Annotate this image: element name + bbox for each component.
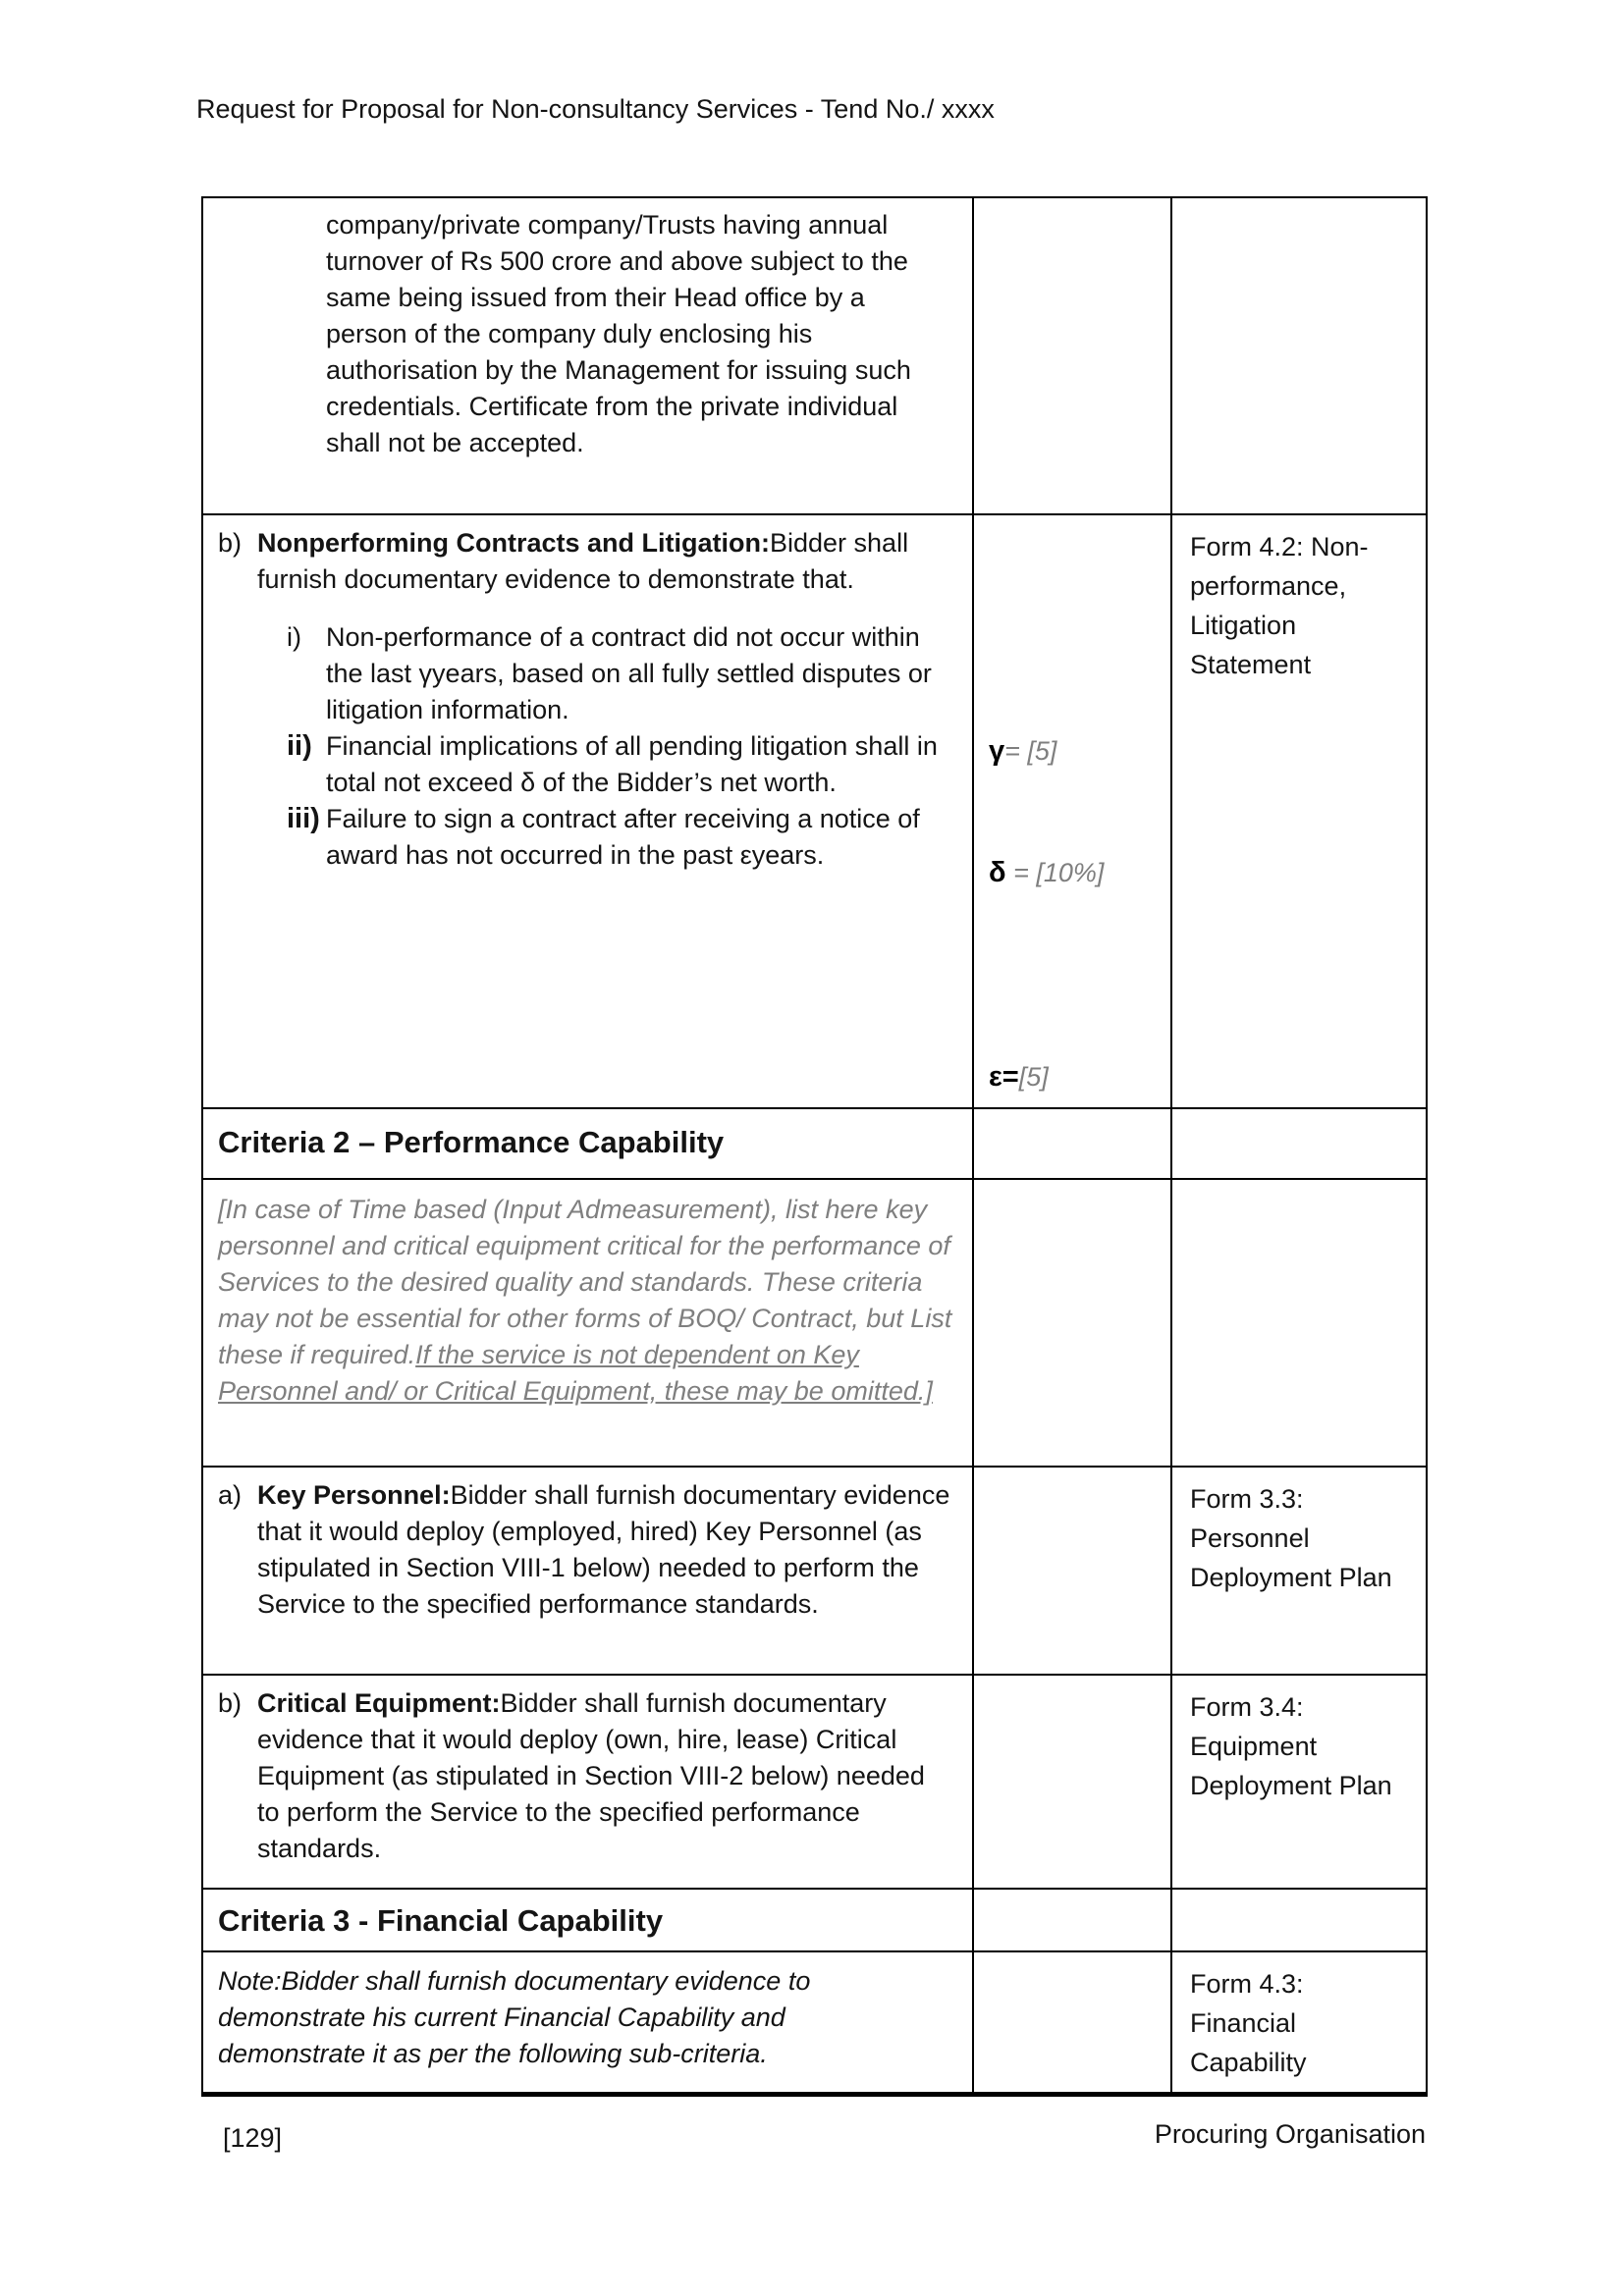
continuation-text: company/private company/Trusts having annual turnover of Rs 500 crore and above subject to the same being issued from their Head office by a person of the company duly enclosing his authorisation by the Management for issuing such credentials. Certificate from the private individual shall not be accepted. xyxy=(326,210,911,457)
list-marker-b: b) xyxy=(218,528,243,558)
param-symbol: ε= xyxy=(989,1061,1019,1093)
cell-parameters xyxy=(973,514,1171,1108)
param-gamma xyxy=(989,733,1056,770)
criterion-text: Bidder shall furnish documentary evidence that it would deploy (own, hire, lease) Critical Equipment (as stipulated in Section VIII-2 below) needed to perform the Service to the specified performance standards. xyxy=(257,1688,925,1863)
note-label: Note: xyxy=(218,1966,282,1996)
table-row xyxy=(202,1951,1427,2094)
item-number-i: i) xyxy=(287,622,301,652)
item-number-ii: ii) xyxy=(287,730,312,762)
criterion-title: Critical Equipment: xyxy=(257,1688,501,1718)
form-line: Equipment xyxy=(1190,1732,1318,1761)
param-symbol: δ xyxy=(989,857,1006,888)
table-row xyxy=(202,514,1427,1108)
cell-empty-param xyxy=(973,1889,1171,1951)
cell-empty-form xyxy=(1171,1179,1427,1467)
cell-empty-form xyxy=(1171,1889,1427,1951)
cell-key-personnel xyxy=(202,1467,973,1675)
param-delta xyxy=(989,855,1104,891)
item-number-iii: iii) xyxy=(287,803,320,834)
editor-note-plain: [In case of Time based (Input Admeasurement), list here key personnel and critical equipment critical for the performance of Services to the desired quality and standards. These criteria may not be essential for other forms of BOQ/ Contract, but List these if required. xyxy=(218,1195,952,1369)
list-item xyxy=(287,619,943,728)
roman-list xyxy=(203,598,972,874)
cell-empty-param xyxy=(973,1951,1171,2094)
param-value: = [10%] xyxy=(1005,858,1105,887)
cell-editor-note xyxy=(202,1179,973,1467)
criterion-title: Key Personnel: xyxy=(257,1480,451,1510)
critical-equipment-paragraph xyxy=(203,1676,972,1867)
eligibility-criteria-table xyxy=(201,196,1428,2097)
list-marker-a: a) xyxy=(218,1480,243,1510)
item-text: Financial implications of all pending litigation shall in total not exceed δ of the Bidder’s net worth. xyxy=(326,731,938,797)
cell-critical-equipment xyxy=(202,1675,973,1889)
criteria-2-title: Criteria 2 – Performance Capability xyxy=(218,1125,725,1159)
cell-criteria-3-heading xyxy=(202,1889,973,1951)
form-line: Form 3.3: xyxy=(1190,1484,1304,1514)
cell-empty-form xyxy=(1171,197,1427,514)
form-line: Form 3.4: xyxy=(1190,1692,1304,1722)
form-line: Form 4.3: xyxy=(1190,1969,1304,1999)
cell-empty-form xyxy=(1171,1108,1427,1179)
param-symbol: γ xyxy=(989,735,1005,767)
cell-empty-param xyxy=(973,1179,1171,1467)
editor-note-underlined: If the service is not dependent on Key Personnel and/ or Critical Equipment, these may be omitted.] xyxy=(218,1340,933,1406)
list-item xyxy=(287,801,943,874)
page-number: [129] xyxy=(223,2123,283,2153)
list-item xyxy=(287,728,943,801)
note-body: Bidder shall furnish documentary evidence to demonstrate his current Financial Capability and demonstrate it as per the following sub-criteria. xyxy=(218,1966,811,2068)
table-row xyxy=(202,1467,1427,1675)
cell-empty-param xyxy=(973,1108,1171,1179)
cell-empty-param xyxy=(973,1467,1171,1675)
footer-organisation: Procuring Organisation xyxy=(1154,2119,1426,2149)
table-row xyxy=(202,1108,1427,1179)
criterion-title: Nonperforming Contracts and Litigation: xyxy=(257,528,770,558)
form-line: performance, xyxy=(1190,571,1347,601)
form-line: Capability xyxy=(1190,2048,1307,2077)
form-reference xyxy=(1172,515,1426,684)
form-reference xyxy=(1172,1468,1426,1597)
form-line: Deployment Plan xyxy=(1190,1563,1392,1592)
editor-note-text xyxy=(203,1180,972,1410)
form-line: Statement xyxy=(1190,650,1312,679)
cell-form-ref-4-3 xyxy=(1171,1951,1427,2094)
item-text: Non-performance of a contract did not occur within the last γyears, based on all fully settled disputes or litigation information. xyxy=(326,622,932,724)
cell-empty-param xyxy=(973,197,1171,514)
form-line: Litigation xyxy=(1190,611,1297,640)
param-value: [5] xyxy=(1018,1062,1049,1092)
table-row xyxy=(202,1889,1427,1951)
financial-note-text xyxy=(203,1952,972,2072)
page-header: Request for Proposal for Non-consultancy Services - Tend No./ xxxx xyxy=(196,94,995,124)
cell-form-ref-3-3 xyxy=(1171,1467,1427,1675)
criterion-lead-text: Bidder shall furnish documentary evidence to demonstrate that. xyxy=(257,528,909,594)
list-marker-b: b) xyxy=(218,1688,243,1718)
table-row xyxy=(202,1179,1427,1467)
table-row xyxy=(202,197,1427,514)
cell-nonperforming-contracts xyxy=(202,514,973,1108)
table-row xyxy=(202,1675,1427,1889)
form-reference xyxy=(1172,1676,1426,1805)
form-line: Deployment Plan xyxy=(1190,1771,1392,1800)
cell-form-ref-4-2 xyxy=(1171,514,1427,1108)
item-text: Failure to sign a contract after receiving a notice of award has not occurred in the past εyears. xyxy=(326,804,920,870)
cell-empty-param xyxy=(973,1675,1171,1889)
cell-criteria-continuation xyxy=(202,197,973,514)
param-epsilon xyxy=(989,1059,1049,1095)
cell-form-ref-3-4 xyxy=(1171,1675,1427,1889)
param-value: = [5] xyxy=(1004,736,1057,766)
nonperforming-paragraph xyxy=(203,515,972,598)
cell-criteria-2-heading xyxy=(202,1108,973,1179)
form-line: Personnel xyxy=(1190,1523,1310,1553)
form-line: Form 4.2: Non- xyxy=(1190,532,1369,561)
criterion-text: Bidder shall furnish documentary evidence that it would deploy (employed, hired) Key Personnel (as stipulated in Section VIII-1 below) needed to perform the Service to the specified performance standards. xyxy=(257,1480,950,1619)
key-personnel-paragraph xyxy=(203,1468,972,1623)
form-reference xyxy=(1172,1952,1426,2082)
criteria-3-title: Criteria 3 - Financial Capability xyxy=(218,1903,664,1938)
form-line: Financial xyxy=(1190,2008,1297,2038)
cell-financial-note xyxy=(202,1951,973,2094)
